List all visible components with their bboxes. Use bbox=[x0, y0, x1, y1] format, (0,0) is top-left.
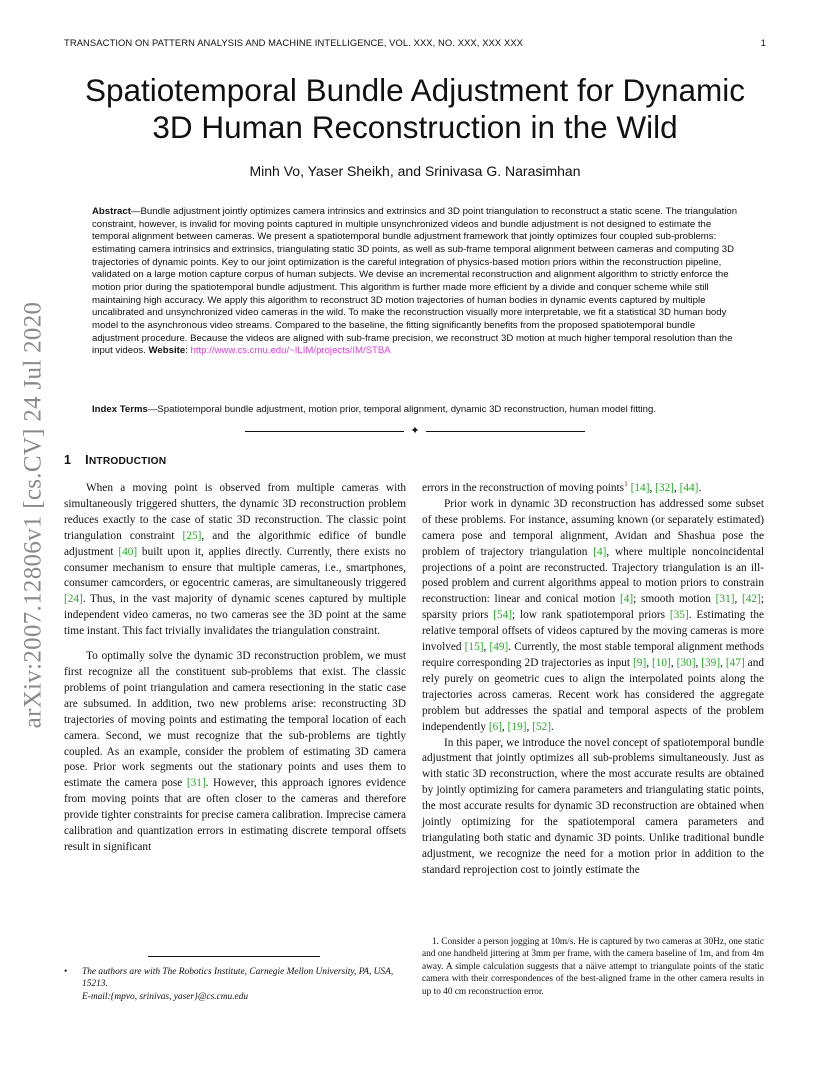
citation-link[interactable]: [15] bbox=[464, 641, 484, 654]
separator-star-icon: ✦ bbox=[410, 424, 420, 437]
index-terms bbox=[92, 404, 738, 417]
section-title-rest: NTRODUCTION bbox=[88, 456, 167, 467]
citation-link[interactable]: [31] bbox=[186, 777, 206, 790]
text-run: , bbox=[526, 720, 533, 733]
text-run: . Estimating the relative temporal offsets of videos captured by the moving cameras is more involved bbox=[422, 609, 764, 654]
section-separator bbox=[245, 423, 585, 439]
left-column bbox=[64, 481, 406, 856]
section-heading-introduction bbox=[64, 453, 166, 467]
text-run: , bbox=[646, 656, 653, 669]
text-run: ; low rank spatiotemporal priors bbox=[512, 609, 670, 622]
text-run: errors in the reconstruction of moving points bbox=[422, 482, 625, 494]
citation-link[interactable]: [49] bbox=[489, 641, 509, 654]
intro-paragraph-2 bbox=[64, 649, 406, 856]
separator-rule-right bbox=[426, 431, 585, 432]
intro-paragraph-3 bbox=[422, 497, 764, 736]
text-run: ; smooth motion bbox=[633, 593, 716, 606]
author-list: Minh Vo, Yaser Sheikh, and Srinivasa G. Narasimhan bbox=[249, 163, 581, 179]
website-label: Website bbox=[148, 345, 186, 357]
index-terms-label: Index Terms bbox=[92, 404, 148, 415]
citation-link[interactable]: [4] bbox=[619, 593, 634, 606]
citation-link[interactable]: [24] bbox=[64, 593, 83, 606]
text-run: , bbox=[502, 720, 508, 733]
running-head bbox=[64, 37, 766, 48]
text-run: built upon it, applies directly. Currently, there exists no consumer mechanism to ensure that multiple cameras, i.e., smartphones, consumer camcorders, or egocentric cameras, are simultaneously triggered bbox=[64, 545, 406, 590]
text-run: . Currently, the most stable temporal alignment methods require corresponding 2D trajectories as input bbox=[422, 641, 765, 669]
citation-link[interactable]: [4] bbox=[593, 545, 607, 558]
arxiv-identifier: arXiv:2007.12806v1 [cs.CV] 24 Jul 2020 bbox=[19, 301, 46, 729]
abstract-body: —Bundle adjustment jointly optimizes camera intrinsics and extrinsics and 3D point triangulation to reconstruct a static scene. The triangulation constraint, however, is invalid for moving points captured in multiple unsynchronized videos and bundle adjustment is not designed to estimate the temporal alignment between cameras. We present a spatiotemporal bundle adjustment framework that jointly optimizes four coupled sub-problems: estimating camera intrinsics and extrinsics, triangulating static 3D points, as well as sub-frame temporal alignment between cameras and computing 3D trajectories of dynamic points. Key to our joint optimization is the careful integration of physics-based motion priors within the reconstruction pipeline, validated on a large motion capture corpus of human subjects. We devise an incremental reconstruction and alignment algorithm to strictly enforce the motion prior during the spatiotemporal bundle adjustment. This algorithm is further made more efficient by a divide and conquer scheme while still maintaining high accuracy. We apply this algorithm to reconstruct 3D motion trajectories of human bodies in dynamic events captured by multiple uncalibrated and unsynchronized video cameras in the wild. To make the reconstruction visually more interpretable, we fit a statistical 3D human body model to the asynchronous video streams. Compared to the baseline, the fitting significantly benefits from the proposed spatiotemporal bundle adjustment procedure. Because the videos are aligned with sub-frame precision, we reconstruct 3D motion at much higher temporal resolution than the input videos. bbox=[92, 206, 738, 357]
citation-link[interactable]: [52] bbox=[532, 720, 551, 733]
arxiv-stamp bbox=[8, 295, 58, 735]
text-run: and rely purely on geometric cues to align the interpolated points along the trajectories across cameras. Recent work has considered the aggregate problem but addresses the spatial and temporal aspects of the problem independently bbox=[422, 656, 764, 733]
text-run: , bbox=[483, 641, 490, 654]
project-website-link[interactable]: http://www.cs.cmu.edu/~ILIM/projects/IM/STBA bbox=[190, 345, 391, 357]
footnote-1: 1. Consider a person jogging at 10m/s. He is captured by two cameras at 30Hz, one static and one handheld jittering at 3mm per frame, with the camera baseline of 1m, and from 4m away. A simple calculation suggests that a näive attempt to triangulate points of the static camera with their correspondences of the best-aligned frame in the other camera results in up to 40 cm reconstruction error. bbox=[422, 937, 764, 997]
journal-running-title: TRANSACTION ON PATTERN ANALYSIS AND MACHINE INTELLIGENCE, VOL. XXX, NO. XXX, XXX XXX bbox=[64, 37, 524, 48]
text-run: , bbox=[673, 482, 680, 494]
citation-link[interactable]: [44] bbox=[679, 482, 699, 494]
citation-link[interactable]: [35] bbox=[669, 609, 689, 622]
page-number: 1 bbox=[760, 37, 766, 48]
section-number: 1 bbox=[64, 453, 72, 467]
text-run: , bbox=[670, 656, 677, 669]
section-title-initial: I bbox=[85, 453, 89, 467]
affiliation-institution: The authors are with The Robotics Institute, Carnegie Mellon University, PA, USA, 15213. bbox=[82, 967, 394, 990]
affiliation-email: E-mail:{mpvo, srinivas, yaser}@cs.cmu.edu bbox=[82, 991, 249, 1002]
citation-link[interactable]: [30] bbox=[676, 656, 696, 669]
citation-link[interactable]: [6] bbox=[488, 720, 503, 733]
footnote-marker[interactable]: 1 bbox=[624, 479, 628, 488]
citation-link[interactable]: [42] bbox=[742, 593, 761, 606]
citation-link[interactable]: [54] bbox=[493, 609, 513, 622]
citation-link[interactable]: [40] bbox=[118, 545, 138, 558]
citation-link[interactable]: [32] bbox=[655, 482, 674, 494]
citation-link[interactable]: [47] bbox=[725, 656, 745, 669]
text-run: , where multiple noncoincidental projections of a point are reconstructed. Trajectory triangulation is an ill-posed problem and current algorithms appeal to motion priors to constrain reconstruction: linear and conical motion bbox=[422, 545, 764, 606]
text-run: When a moving point is observed from multiple cameras with simultaneously triggered shutters, the dynamic 3D reconstruction problem reduces exactly to the case of static 3D reconstruction. The classic point triangulation constraint bbox=[64, 482, 406, 542]
abstract-label: Abstract bbox=[92, 206, 131, 217]
citation-link[interactable]: [31] bbox=[715, 593, 735, 606]
affiliation-rule bbox=[148, 956, 320, 957]
text-run: , bbox=[720, 656, 726, 669]
text-run: ; sparsity priors bbox=[422, 593, 764, 622]
text-run: . Thus, in the vast majority of dynamic scenes captured by multiple independent video cameras, no two cameras see the 3D point at the same time instant. This fact trivially invalidates the triangulation constraint. bbox=[64, 593, 406, 638]
separator-rule-left bbox=[245, 431, 404, 432]
index-terms-body: —Spatiotemporal bundle adjustment, motion prior, temporal alignment, dynamic 3D reconstruction, human model fitting. bbox=[147, 404, 657, 415]
intro-paragraph-1 bbox=[64, 481, 406, 640]
abstract bbox=[92, 206, 738, 358]
text-run: . bbox=[550, 720, 554, 733]
text-run: , and the algorithmic edifice of bundle adjustment bbox=[64, 529, 406, 558]
text-run: . bbox=[698, 482, 702, 494]
text-run: Prior work in dynamic 3D reconstruction has addressed some subset of these problems. For instance, assuming known (or separately estimated) camera pose and temporal alignment, Avidan and Shashua pose the problem of trajectory triangulation bbox=[422, 497, 764, 558]
title-line-1: Spatiotemporal Bundle Adjustment for Dynamic bbox=[84, 72, 746, 108]
text-run: , bbox=[649, 482, 656, 494]
intro-paragraph-4: In this paper, we introduce the novel concept of spatiotemporal bundle adjustment that jointly optimizes all sub-problems simultaneously. Just as with static 3D reconstruction, where the most accurate results are obtained by jointly optimizing for camera parameters and triangulating static points, the most accurate results for dynamic 3D reconstruction are obtained when jointly optimizing for the spatiotemporal camera parameters and triangulating both static and dynamic 3D points. Unlike traditional bundle adjustment, we recognize the need for a motion prior in addition to the standard reprojection cost to jointly estimate the bbox=[422, 736, 764, 876]
text-run: . However, this approach ignores evidence from moving points that are often closer to the cameras and therefore provide tighter constraints for precise camera calibration. Imprecise camera calibration and quantization errors in estimating discrete temporal offsets result in significant bbox=[64, 777, 406, 853]
citation-link[interactable]: [9] bbox=[633, 656, 647, 669]
citation-link[interactable]: [10] bbox=[652, 656, 671, 669]
bullet-icon: • bbox=[64, 967, 68, 977]
author-affiliation bbox=[64, 966, 406, 1003]
right-column bbox=[422, 481, 764, 879]
citation-link[interactable]: [39] bbox=[701, 656, 721, 669]
text-run: , bbox=[695, 656, 702, 669]
text-run: To optimally solve the dynamic 3D reconstruction problem, we must first recognize all the constituent sub-problems that exist. The classic problems of point triangulation and camera resectioning in the static case are subsumed. In addition, two new problems arise: reconstructing 3D trajectories of moving points and estimating the temporal location of each camera. Second, we must recognize that the sub-problems are tightly coupled. As an example, consider the problem of estimating 3D camera pose. Prior work segments out the stationary points and uses them to estimate the camera pose bbox=[64, 650, 406, 790]
citation-link[interactable]: [25] bbox=[182, 529, 202, 542]
title-line-2: 3D Human Reconstruction in the Wild bbox=[152, 109, 678, 145]
text-run: , bbox=[734, 593, 743, 606]
citation-link[interactable]: [19] bbox=[507, 720, 527, 733]
intro-paragraph-2-continued bbox=[422, 481, 764, 497]
paper-title bbox=[60, 72, 770, 146]
website-colon: : bbox=[185, 345, 191, 357]
citation-link[interactable]: [14] bbox=[630, 482, 650, 494]
